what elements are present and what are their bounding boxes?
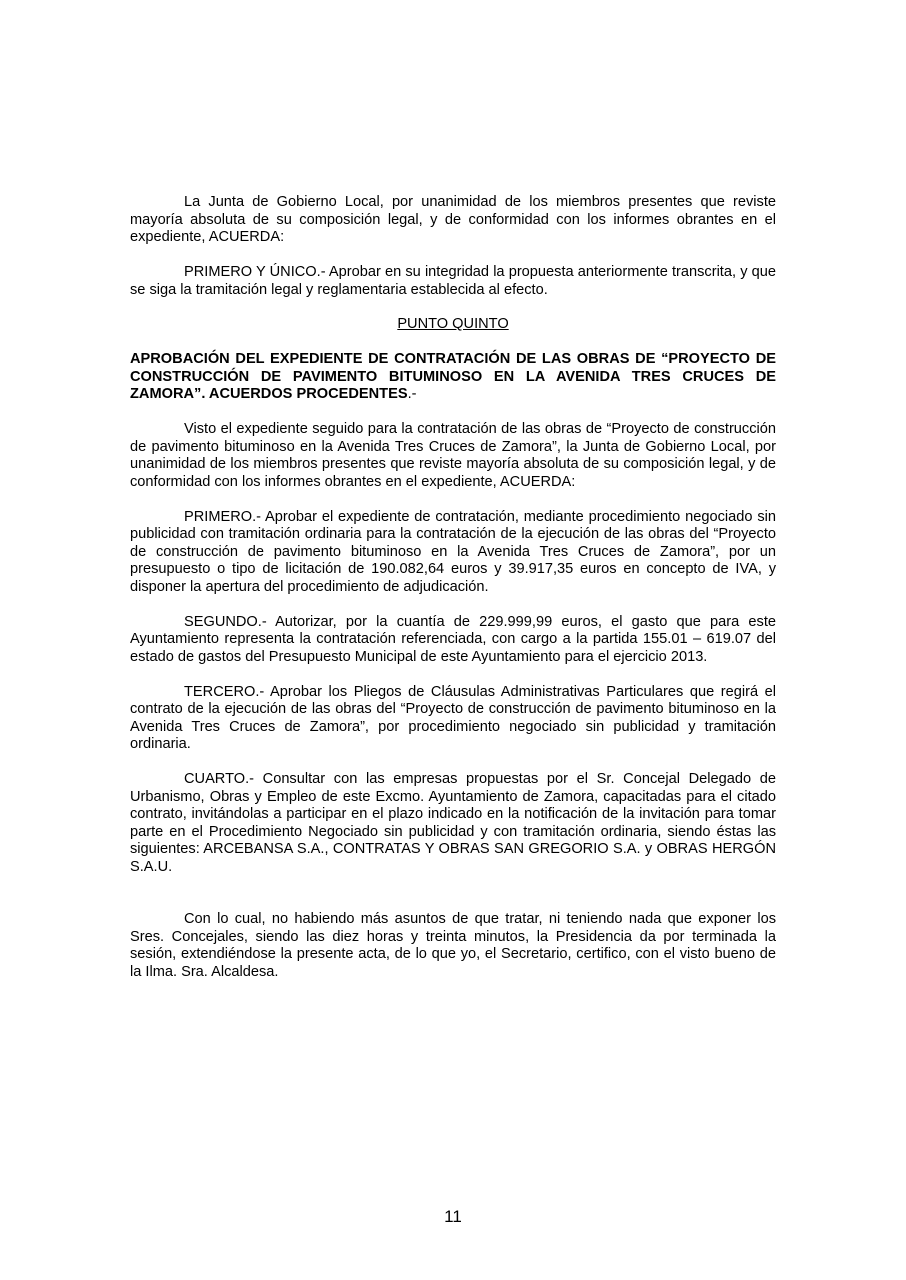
agenda-item-title-suffix: .- (407, 386, 417, 402)
primero-paragraph: PRIMERO.- Aprobar el expediente de contratación, mediante procedimiento negociado sin publicidad con tramitación ordinaria para la contratación de la ejecución de las obras del “Proyecto de construcción de pavimento bituminoso en la Avenida Tres Cruces de Zamora”, por un presupuesto o tipo de licitación de 190.082,64 euros y 39.917,35 euros en concepto de IVA, y disponer la apertura del procedimiento de adjudicación. (130, 508, 776, 595)
tercero-paragraph: TERCERO.- Aprobar los Pliegos de Cláusulas Administrativas Particulares que regirá el contrato de la ejecución de las obras del “Proyecto de construcción de pavimento bituminoso en la Avenida Tres Cruces de Zamora”, por procedimiento negociado sin publicidad y tramitación ordinaria. (130, 683, 776, 752)
visto-paragraph: Visto el expediente seguido para la contratación de las obras de “Proyecto de construcción de pavimento bituminoso en la Avenida Tres Cruces de Zamora”, la Junta de Gobierno Local, por unanimidad de los miembros presentes que reviste mayoría absoluta de su composición legal, y de conformidad con los informes obrantes en el expediente, ACUERDA: (130, 421, 776, 490)
section-heading: PUNTO QUINTO (397, 316, 509, 332)
primero-unico-paragraph: PRIMERO Y ÚNICO.- Aprobar en su integridad la propuesta anteriormente transcrita, y que se siga la tramitación legal y reglamentaria establecida al efecto. (130, 264, 776, 298)
page-number: 11 (444, 1207, 462, 1226)
segundo-paragraph: SEGUNDO.- Autorizar, por la cuantía de 229.999,99 euros, el gasto que para este Ayuntamiento representa la contratación referenciada, con cargo a la partida 155.01 – 619.07 del estado de gastos del Presupuesto Municipal de este Ayuntamiento para el ejercicio 2013. (130, 613, 776, 665)
agenda-item-title (130, 351, 776, 404)
intro-paragraph: La Junta de Gobierno Local, por unanimidad de los miembros presentes que reviste mayoría absoluta de su composición legal, y de conformidad con los informes obrantes en el expediente, ACUERDA: (130, 194, 776, 245)
closing-paragraph: Con lo cual, no habiendo más asuntos de que tratar, ni teniendo nada que exponer los Sres. Concejales, siendo las diez horas y treinta minutos, la Presidencia da por terminada la sesión, extendiéndose la presente acta, de lo que yo, el Secretario, certifico, con el visto bueno de la Ilma. Sra. Alcaldesa. (130, 911, 776, 980)
agenda-item-title-text: APROBACIÓN DEL EXPEDIENTE DE CONTRATACIÓN DE LAS OBRAS DE “PROYECTO DE CONSTRUCCIÓN DE PAVIMENTO BITUMINOSO EN LA AVENIDA TRES CRUCES DE ZAMORA”. ACUERDOS PROCEDENTES (130, 351, 776, 402)
cuarto-paragraph: CUARTO.- Consultar con las empresas propuestas por el Sr. Concejal Delegado de Urbanismo, Obras y Empleo de este Excmo. Ayuntamiento de Zamora, capacitadas para el citado contrato, invitándolas a participar en el plazo indicado en la notificación de la invitación para tomar parte en el Procedimiento Negociado sin publicidad y con tramitación ordinaria, siendo éstas las siguientes: ARCEBANSA S.A., CONTRATAS Y OBRAS SAN GREGORIO S.A. y OBRAS HERGÓN S.A.U. (130, 771, 776, 875)
document-body (130, 194, 776, 981)
